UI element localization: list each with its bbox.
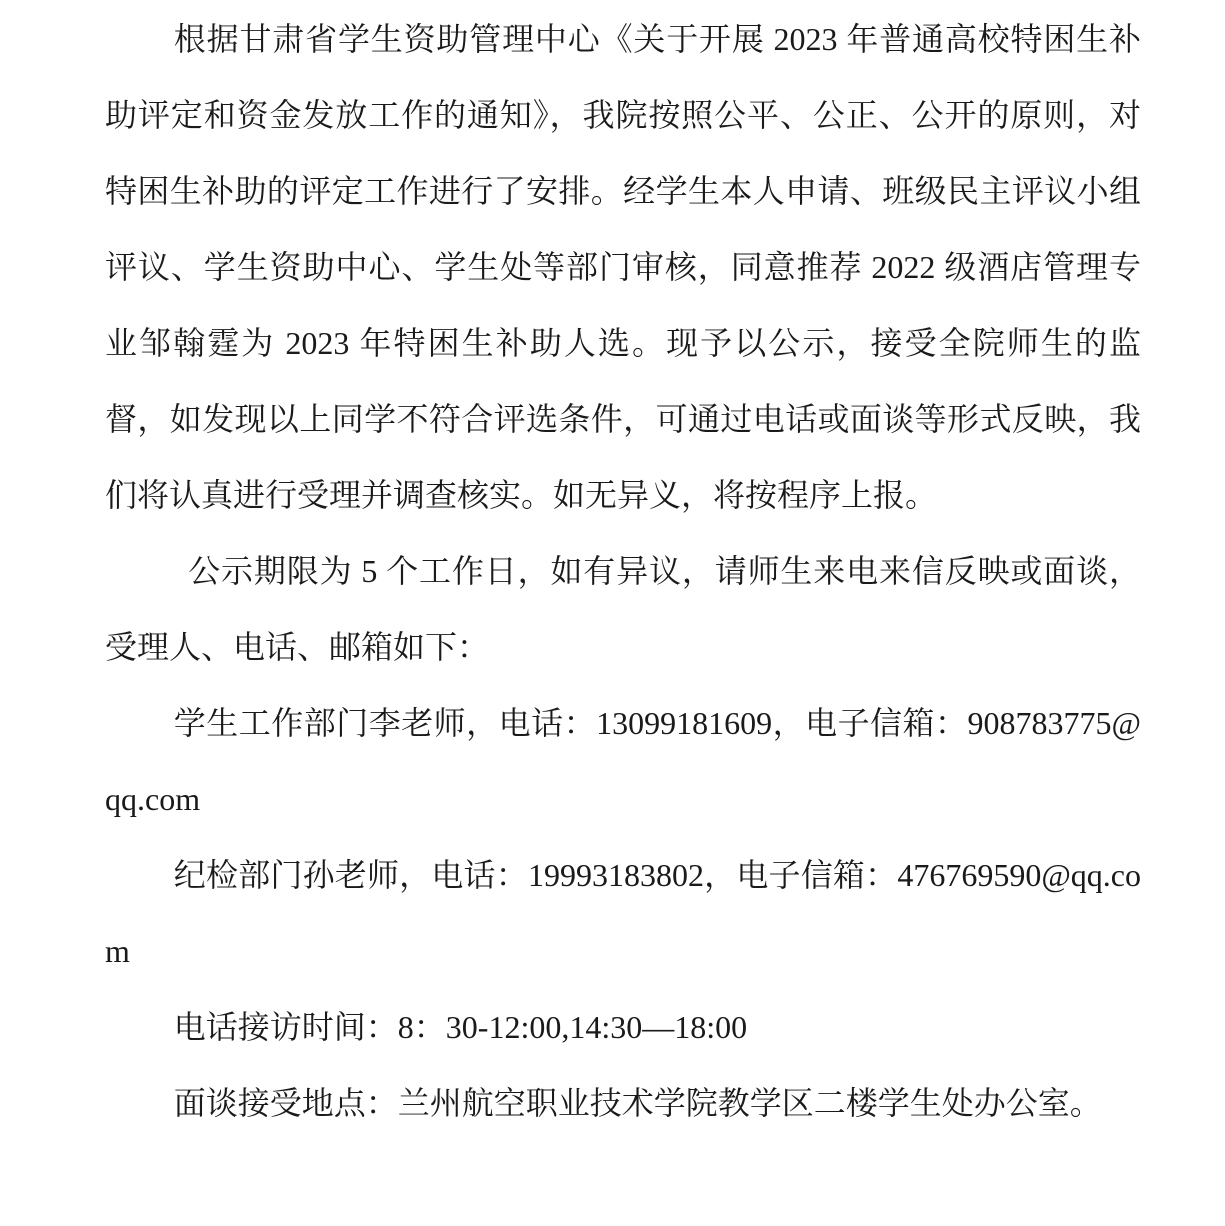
contact-discipline-inspection-paragraph: 纪检部门孙老师，电话：19993183802，电子信箱：476769590@qq.com [105, 857, 1141, 969]
contact-student-affairs-paragraph: 学生工作部门李老师，电话：13099181609，电子信箱：908783775@qq.com [105, 705, 1141, 817]
publicity-period-paragraph: 公示期限为 5 个工作日，如有异议，请师生来电来信反映或面谈，受理人、电话、邮箱如下： [105, 553, 1141, 665]
notice-body-paragraph: 根据甘肃省学生资助管理中心《关于开展 2023 年普通高校特困生补助评定和资金发放工作的通知》，我院按照公平、公正、公开的原则，对特困生补助的评定工作进行了安排。经学生本人申请、班级民主评议小组评议、学生资助中心、学生处等部门审核，同意推荐 2022 级酒店管理专业邹翰霆为 2023 年特困生补助人选。现予以公示，接受全院师生的监督，如发现以上同学不符合评选条件，可通过电话或面谈等形式反映，我们将认真进行受理并调查核实。如无异义，将按程序上报。 [105, 21, 1141, 513]
phone-hours-paragraph: 电话接访时间：8：30-12:00,14:30—18:00 [173, 1009, 748, 1045]
meeting-location-paragraph: 面谈接受地点：兰州航空职业技术学院教学区二楼学生处办公室。 [173, 1085, 1102, 1121]
